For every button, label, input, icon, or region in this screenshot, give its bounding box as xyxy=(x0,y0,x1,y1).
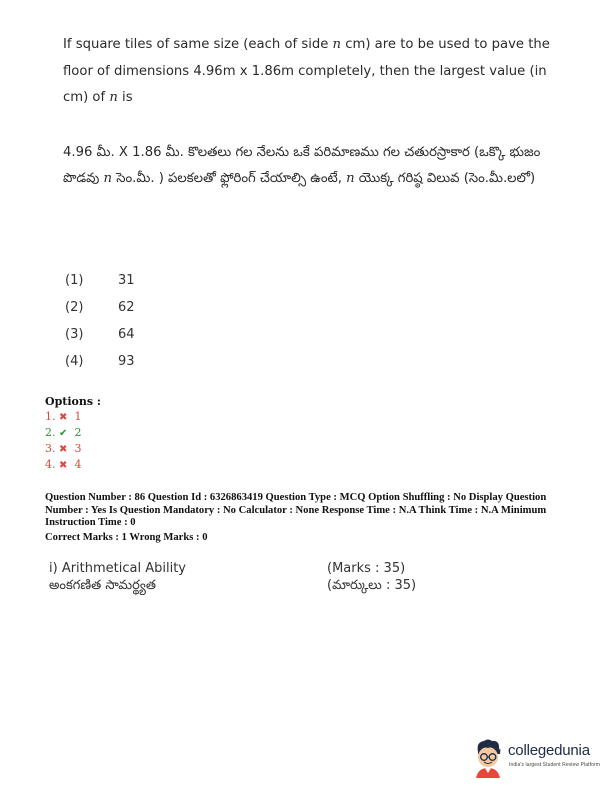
option-value: 2 xyxy=(74,426,82,439)
choice-value: 31 xyxy=(118,273,135,288)
question-text-telugu: 4.96 మీ. X 1.86 మీ. కొలతలు గల నేలను ఒకే పరిమాణము గల చతురస్రాకార (ఒక్కొ భుజం పొడవు n సెం.మీ. ) పలకలతో ఫ్లోరింగ్ చేయాల్సి ఉంటే, n యొక్క గరిష్ఠ విలువ (సెం.మీ.లలో) xyxy=(63,145,541,186)
wrong-icon: ✖ xyxy=(59,412,68,423)
option-value: 3 xyxy=(74,442,82,455)
choice-value: 62 xyxy=(118,300,135,315)
logo-wordmark: collegedunia xyxy=(508,742,590,759)
wrong-icon: ✖ xyxy=(59,460,68,471)
section-marks-group xyxy=(327,560,457,594)
option-label: 3. xyxy=(45,442,56,455)
collegedunia-logo xyxy=(468,736,608,780)
section-title-group xyxy=(49,560,299,594)
wrong-icon: ✖ xyxy=(59,444,68,455)
option-item xyxy=(45,425,101,441)
choice-value: 64 xyxy=(118,327,135,342)
choice-number: (1) xyxy=(65,273,84,288)
marks-info: Correct Marks : 1 Wrong Marks : 0 xyxy=(45,532,208,543)
choice-row xyxy=(65,354,185,374)
section-marks-english: (Marks : 35) xyxy=(327,561,406,576)
option-item xyxy=(45,457,101,473)
choice-value: 93 xyxy=(118,354,135,369)
option-value: 4 xyxy=(74,458,82,471)
answer-options xyxy=(45,394,101,473)
option-item xyxy=(45,409,101,425)
logo-tagline: India's largest Student Review Platform xyxy=(509,762,601,768)
choice-row xyxy=(65,327,185,347)
section-title-telugu: అంకగణిత సామర్థ్యత xyxy=(49,578,157,593)
section-title-english: i) Arithmetical Ability xyxy=(49,561,187,576)
option-label: 1. xyxy=(45,410,56,423)
question-metadata: Question Number : 86 Question Id : 6326863419 Question Type : MCQ Option Shuffling : No Display Question Number : Yes Is Question Mandatory : No Calculator : None Response Time : N.A Think Time : N.A Minimum Instruction Time : 0 xyxy=(45,492,547,528)
choice-number: (3) xyxy=(65,327,84,342)
option-label: 2. xyxy=(45,426,56,439)
option-label: 4. xyxy=(45,458,56,471)
check-icon: ✔ xyxy=(59,428,68,439)
choice-number: (4) xyxy=(65,354,84,369)
section-marks-telugu: (మార్కులు : 35) xyxy=(327,578,417,593)
student-mascot-icon xyxy=(470,738,506,778)
choice-number: (2) xyxy=(65,300,84,315)
option-item xyxy=(45,441,101,457)
option-value: 1 xyxy=(74,410,82,423)
choice-row xyxy=(65,273,185,293)
question-text-english: If square tiles of same size (each of side n cm) are to be used to pave the floor of dimensions 4.96m x 1.86m completely, then the largest value (in cm) of n is xyxy=(63,37,550,105)
options-title: Options : xyxy=(45,395,101,408)
choice-row xyxy=(65,300,185,320)
